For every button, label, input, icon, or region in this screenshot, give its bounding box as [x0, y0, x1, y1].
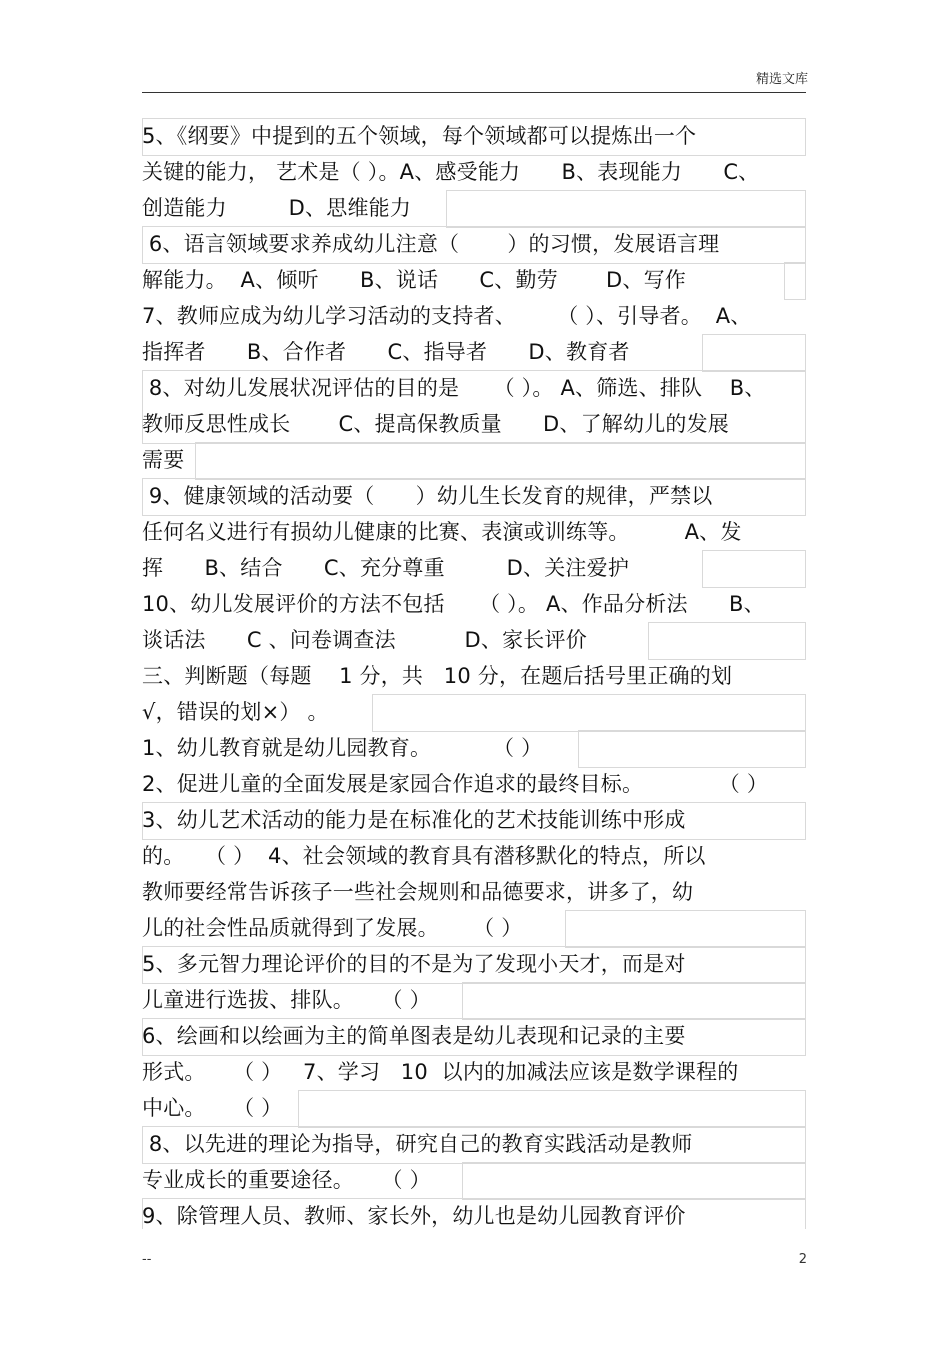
text-line: 挥 B、结合 C、充分尊重 D、关注爱护 — [142, 556, 630, 580]
text-box-outline — [648, 622, 806, 660]
text-line: 10、幼儿发展评价的方法不包括 （ ）。 A、作品分析法 B、 — [142, 592, 765, 616]
footer-marker: -- — [142, 1252, 152, 1267]
text-box-outline — [784, 262, 806, 300]
text-line: 3、幼儿艺术活动的能力是在标准化的艺术技能训练中形成 — [142, 808, 686, 832]
text-line: 指挥者 B、合作者 C、指导者 D、教育者 — [142, 340, 630, 364]
header-label: 精选文库 — [755, 72, 808, 87]
text-box-outline — [462, 1162, 806, 1200]
text-box-outline — [298, 1090, 806, 1128]
text-line: 9、除管理人员、教师、家长外，幼儿也是幼儿园教育评价 — [142, 1204, 686, 1228]
text-line: 形式。 （ ） 7、学习 10 以内的加减法应该是数学课程的 — [142, 1060, 739, 1084]
text-line: 任何名义进行有损幼儿健康的比赛、表演或训练等。 A、发 — [142, 520, 742, 544]
text-line: 8、以先进的理论为指导，研究自己的教育实践活动是教师 — [142, 1132, 693, 1156]
text-box-outline — [565, 910, 806, 948]
text-line: 9、健康领域的活动要（ ）幼儿生长发育的规律，严禁以 — [142, 484, 713, 508]
text-line: 儿童进行选拔、排队。 （ ） — [142, 988, 431, 1012]
text-box-outline — [702, 550, 806, 588]
text-line: 关键的能力， 艺术是（ ）。A、感受能力 B、表现能力 C、 — [142, 160, 760, 184]
text-box-outline — [195, 442, 806, 480]
text-line: 2、促进儿童的全面发展是家园合作追求的最终目标。 （ ） — [142, 772, 769, 796]
text-line: 教师要经常告诉孩子一些社会规则和品德要求，讲多了，幼 — [142, 880, 694, 904]
text-line: 1、幼儿教育就是幼儿园教育。 （ ） — [142, 736, 543, 760]
text-line: 的。 （ ） 4、社会领域的教育具有潜移默化的特点，所以 — [142, 844, 706, 868]
page-number: 2 — [798, 1252, 807, 1267]
section-heading: 三、判断题（每题 1 分，共 10 分，在题后括号里正确的划 — [142, 664, 733, 688]
text-line: 7、教师应成为幼儿学习活动的支持者、 （ ）、引导者。 A、 — [142, 304, 752, 328]
text-line: 6、语言领域要求养成幼儿注意（ ）的习惯，发展语言理 — [142, 232, 720, 256]
text-box-outline — [372, 694, 806, 732]
text-box-outline — [446, 190, 806, 228]
text-box-outline — [578, 730, 806, 768]
text-box-outline — [462, 982, 806, 1020]
text-line: 谈话法 C 、问卷调查法 D、家长评价 — [142, 628, 587, 652]
text-line: 5、多元智力理论评价的目的不是为了发现小天才，而是对 — [142, 952, 686, 976]
text-line: 儿的社会性品质就得到了发展。 （ ） — [142, 916, 523, 940]
text-line: 创造能力 D、思维能力 — [142, 196, 412, 220]
text-line: 5、《纲要》中提到的五个领域，每个领域都可以提炼出一个 — [142, 124, 697, 148]
text-line: 需要 — [142, 448, 185, 472]
text-line: 中心。 （ ） — [142, 1096, 283, 1120]
text-line: 解能力。 A、倾听 B、说话 C、勤劳 D、写作 — [142, 268, 686, 292]
text-line: √，错误的划×） 。 — [142, 700, 329, 724]
header-rule — [142, 92, 806, 93]
text-line: 8、对幼儿发展状况评估的目的是 （ ）。 A、筛选、排队 B、 — [142, 376, 766, 400]
text-line: 6、绘画和以绘画为主的简单图表是幼儿表现和记录的主要 — [142, 1024, 686, 1048]
text-line: 教师反思性成长 C、提高保教质量 D、了解幼儿的发展 — [142, 412, 730, 436]
text-line: 专业成长的重要途径。 （ ） — [142, 1168, 431, 1192]
text-box-outline — [702, 334, 806, 372]
